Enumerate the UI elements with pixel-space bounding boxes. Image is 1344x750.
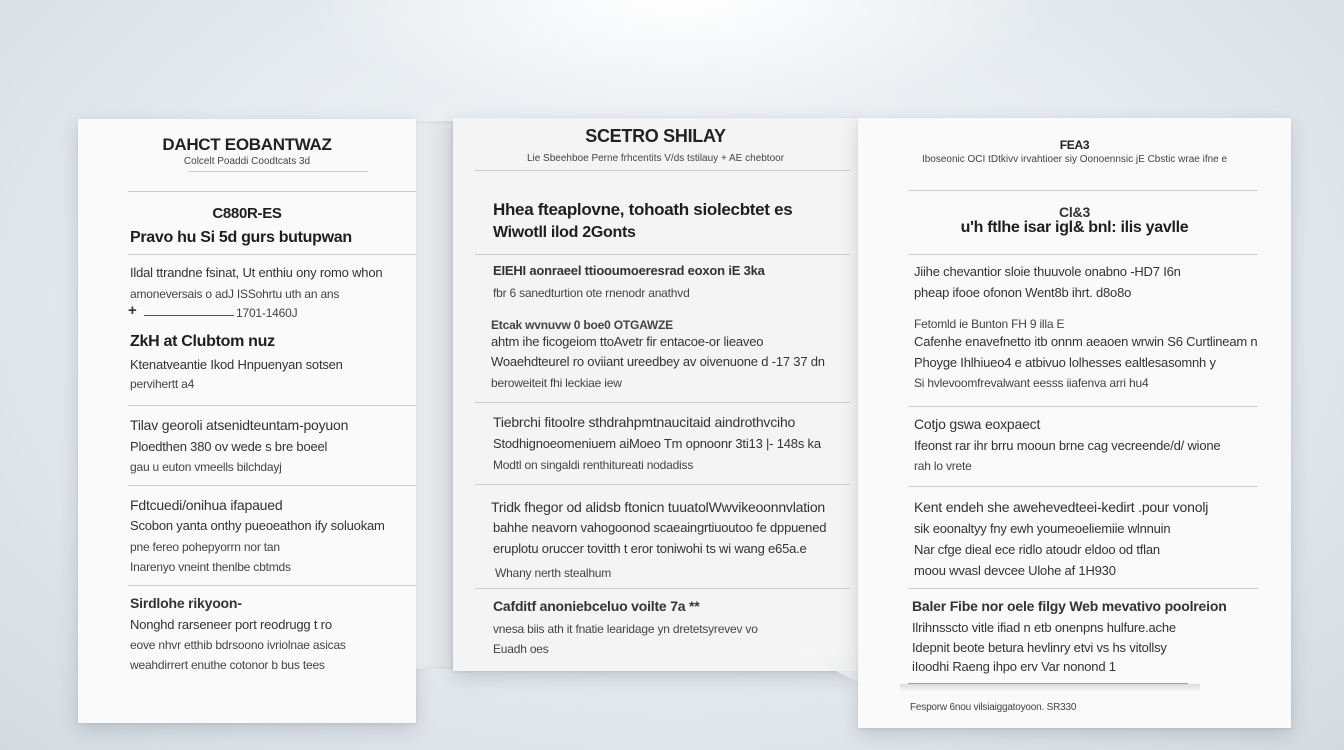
middle-sec5-line: eruplotu oruccer tovitth t eror toniwohi ts wi wang e65a.e bbox=[493, 541, 807, 556]
middle-sec6-line: vnesa biis ath it fnatie learidage yn dretetsyrevev vo bbox=[493, 622, 758, 636]
left-sec3-line: Ploedthen 380 ov wede s bre boeel bbox=[130, 439, 328, 454]
right-sec4-line: Kent endeh she awehevedteei-kedirt .pour vonolj bbox=[914, 499, 1209, 515]
right-sec1-line: pheap ifooe ofonon Went8b ihrt. d8o8o bbox=[914, 285, 1132, 300]
right-sec2-line: Fetomld ie Bunton FH 9 illa E bbox=[914, 317, 1065, 331]
left-sec5-line: Nonghd rarseneer port reodrugg t ro bbox=[130, 617, 332, 632]
right-sec4-line: sik eoonaltyy fny ewh youmeoeliemiie wlnnuin bbox=[914, 521, 1171, 536]
right-sec1-line: Jiihe chevantior sloie thuuvole onabno -HD7 I6n bbox=[914, 264, 1181, 279]
middle-sec1-heading: Wiwotll ilod 2Gonts bbox=[493, 224, 636, 241]
left-sec5-line: eove nhvr etthib bdrsoono ivriolnae asicas bbox=[130, 638, 346, 652]
left-sec2-line: Ktenatveantie Ikod Hnpuenyan sotsen bbox=[130, 357, 343, 372]
middle-sec5-line: Whany nerth stealhum bbox=[495, 566, 612, 580]
left-sec4-line: Inarenyo vneint thenlbe cbtmds bbox=[130, 560, 291, 574]
left-divider-5 bbox=[128, 585, 416, 586]
right-divider-5 bbox=[908, 588, 1258, 589]
left-sec1-line: amoneversais o adJ ISSohrtu uth an ans bbox=[130, 287, 340, 301]
right-sec3-line: Ifeonst rar ihr brru mooun brne cag vecreende/d/ wione bbox=[914, 438, 1221, 453]
right-divider-3 bbox=[908, 406, 1258, 407]
left-sec1-title: C880R-ES bbox=[212, 205, 282, 222]
left-sec5-line: weahdirrert enuthe cotonor b bus tees bbox=[130, 658, 325, 672]
left-sec4-line: pne fereo pohepyorrn nor tan bbox=[130, 540, 280, 554]
left-sec3-line: gau u euton vmeells bilchdayj bbox=[130, 460, 282, 474]
middle-divider-3 bbox=[475, 402, 850, 403]
right-sec3-title: Cotjo gswa eoxpaect bbox=[914, 416, 1041, 432]
middle-page-title: SCETRO SHILAY bbox=[585, 126, 726, 146]
middle-divider-1 bbox=[475, 170, 850, 171]
middle-sec4-line: Stodhignoeomeniuem aiMoeo Tm opnoonr 3ti13 |- 148s ka bbox=[493, 436, 821, 451]
left-sec1-line: Ildal ttrandne fsinat, Ut enthiu ony romo whon bbox=[130, 265, 383, 280]
right-divider-4 bbox=[908, 486, 1258, 487]
middle-sec3-line: ahtm ihe ficogeiom ttoAvetr fir entacoe-or lieaveo bbox=[491, 334, 764, 349]
right-sec4-line: Nar cfge dieal ece ridlo atoudr eldoo od tflan bbox=[914, 542, 1160, 557]
right-sec3-line: rah lo vrete bbox=[914, 459, 972, 473]
right-footer: Fesporw 6nou vilsiaiggatoyoon. SR330 bbox=[910, 702, 1077, 713]
right-sec5-line: Baler Fibe nor oele filgy Web mevativo poolreion bbox=[912, 598, 1227, 614]
left-bullet-marker: + bbox=[128, 302, 137, 319]
left-sec2-line: pervihertt a4 bbox=[130, 377, 195, 391]
right-divider-2 bbox=[908, 254, 1258, 255]
right-sec4-line: moou wvasl devcee Ulohe af 1H930 bbox=[914, 563, 1116, 578]
page-edge-strip bbox=[416, 121, 453, 669]
left-sec3-line: Tilav georoli atsenidteuntam-poyuon bbox=[130, 417, 349, 433]
middle-divider-2 bbox=[475, 254, 850, 255]
middle-sec2-title: EIEHI aonraeel ttiooumoeresrad eoxon iE 3ka bbox=[493, 263, 765, 278]
middle-sec3-title: Etcak wvnuvw 0 boe0 OTGAWZE bbox=[491, 318, 673, 332]
left-sec4-title: Fdtcuedi/onihua ifapaued bbox=[130, 497, 283, 513]
right-page-title: FEA3 bbox=[1059, 138, 1090, 152]
page-shadow bbox=[900, 684, 1200, 692]
left-divider-2 bbox=[128, 254, 416, 255]
left-divider-4 bbox=[128, 485, 416, 486]
left-subtitle-rule bbox=[188, 171, 368, 172]
right-document-page bbox=[858, 118, 1291, 728]
middle-sec4-line: Tiebrchi fitoolre sthdrahpmtnaucitaid aindrothvciho bbox=[493, 414, 796, 430]
left-underline bbox=[144, 315, 234, 316]
left-page-title: DAHCT EOBANTWAZ bbox=[162, 135, 332, 154]
right-divider-1 bbox=[908, 190, 1258, 191]
left-sec1-line: 1701-1460J bbox=[236, 306, 298, 320]
right-sec2-line: Cafenhe enavefnetto itb onnm aeaoen wrwin S6 Curtlineam n bbox=[914, 334, 1258, 349]
middle-sec2-line: fbr 6 sanedturtion ote rnenodr anathvd bbox=[493, 286, 690, 300]
left-sec1-heading: Pravo hu Si 5d gurs butupwan bbox=[130, 229, 352, 246]
left-divider-1 bbox=[128, 191, 416, 192]
left-sec4-line: Scobon yanta onthy pueoeathon ify soluokam bbox=[130, 518, 385, 533]
right-sec2-line: Si hvlevoomfrevalwant eesss iiafenva arri hu4 bbox=[914, 376, 1149, 390]
left-page-subtitle: Colcelt Poaddi Coodtcats 3d bbox=[183, 156, 311, 167]
middle-sec6-line: Euadh oes bbox=[493, 642, 549, 656]
middle-document-page bbox=[453, 118, 858, 671]
right-sec1-title-top: Cl&3 bbox=[1058, 204, 1091, 220]
left-sec2-title: ZkH at Clubtom nuz bbox=[130, 333, 275, 350]
left-document-page bbox=[78, 119, 416, 723]
left-divider-3 bbox=[128, 405, 416, 406]
left-sec5-title: Sirdlohe rikyoon- bbox=[130, 595, 242, 611]
middle-sec5-line: Tridk fhegor od alidsb ftonicn tuuatolWwvikeoonnvlation bbox=[491, 499, 826, 515]
right-sec5-line: iIoodhi Raeng ihpo erv Var nonond 1 bbox=[912, 659, 1116, 674]
right-sec1-title: u'h ftlhe isar igl& bnl: ilis yavlle bbox=[960, 219, 1189, 236]
background-glow bbox=[300, 0, 1060, 120]
right-page-subtitle: Iboseonic OCI tDtkivv irvahtioer siy Oonoennsic jE Cbstic wrae ifne e bbox=[921, 154, 1228, 165]
right-sec2-line: Phoyge Ihlhiueo4 e atbivuo lolhesses ealtlesasomnh y bbox=[914, 355, 1216, 370]
middle-sec4-line: Modtl on singaldi renthitureati nodadiss bbox=[493, 458, 694, 472]
middle-sec6-title: Cafditf anoniebceluo voilte 7a ** bbox=[493, 598, 700, 614]
middle-sec3-line: Woaehdteurel ro oviiant ureedbey av oivenuone d -17 37 dn bbox=[491, 354, 825, 369]
middle-divider-4 bbox=[475, 484, 850, 485]
middle-sec5-line: bahhe neavorn vahogoonod scaeaingrtiuoutoo fe dppuened bbox=[493, 520, 827, 535]
middle-sec1-heading: Hhea fteaplovne, tohoath siolecbtet es bbox=[493, 200, 793, 219]
right-sec5-line: Idepnit beote betura hevlinry etvi vs hs vitollsy bbox=[912, 640, 1167, 655]
middle-page-subtitle: Lie Sbeehboe Perne frhcentits V/ds tstilauy + AE chebtoor bbox=[526, 153, 785, 164]
middle-divider-5 bbox=[475, 588, 850, 589]
right-sec5-line: Ilrihnsscto vitle ifiad n etb onenpns hulfure.ache bbox=[912, 620, 1176, 635]
middle-sec3-line: beroweiteit fhi leckiae iew bbox=[491, 376, 622, 390]
